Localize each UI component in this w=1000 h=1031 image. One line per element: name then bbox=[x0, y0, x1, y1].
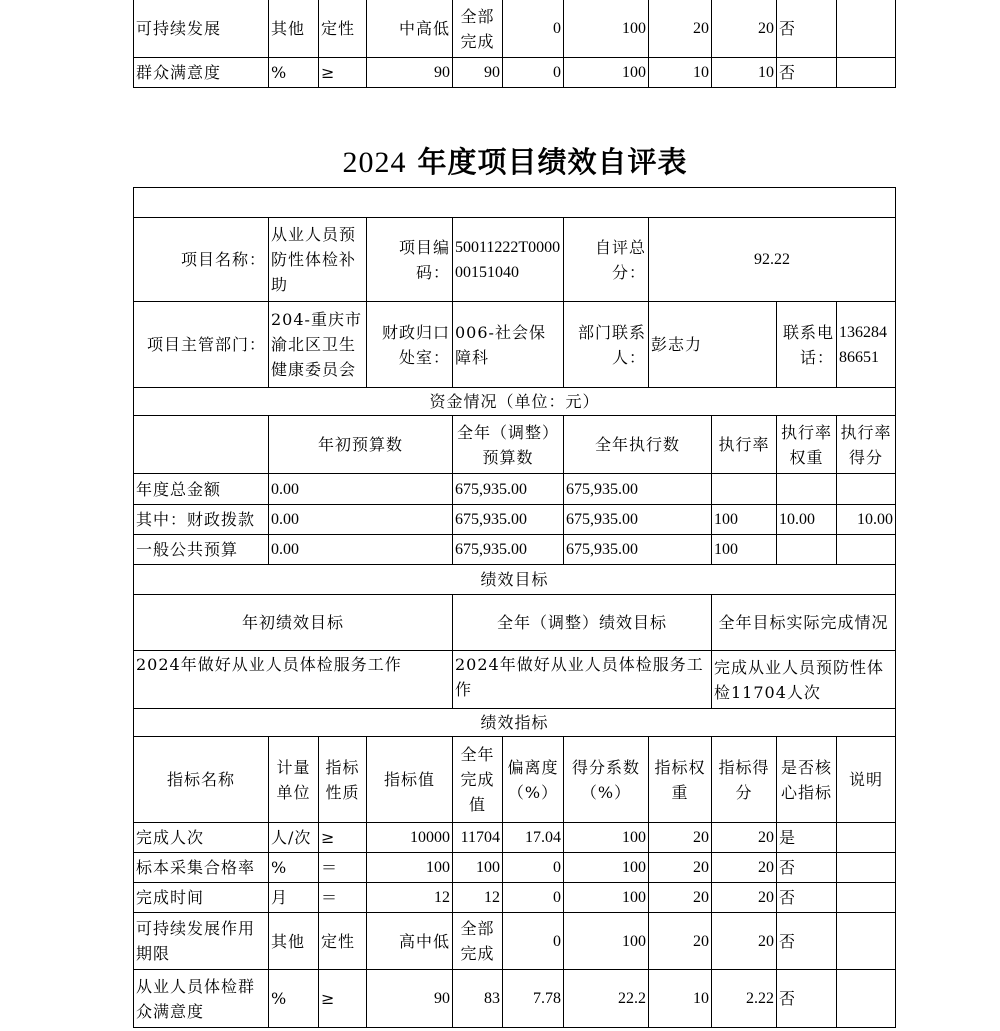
indicator-nature: ＝ bbox=[319, 853, 367, 883]
indicator-deviation: 0 bbox=[503, 58, 564, 88]
funds-adjusted: 675,935.00 bbox=[453, 505, 564, 535]
funds-header-executed: 全年执行数 bbox=[564, 416, 712, 474]
indicator-weight: 10 bbox=[649, 58, 712, 88]
project-code: 50011222T000000151040 bbox=[453, 218, 564, 302]
contact-value: 彭志力 bbox=[649, 302, 777, 388]
indicator-note bbox=[837, 970, 896, 1028]
table-row bbox=[134, 535, 896, 565]
project-info-row bbox=[134, 218, 896, 302]
page-title bbox=[0, 140, 1000, 181]
funds-section-header bbox=[134, 388, 896, 416]
indicator-nature: 定性 bbox=[319, 913, 367, 970]
goals-header-row bbox=[134, 595, 896, 651]
self-evaluation-table bbox=[133, 187, 896, 1028]
indicator-target: 中高低 bbox=[367, 0, 453, 58]
project-name: 从业人员预防性体检补助 bbox=[269, 218, 367, 302]
indicator-actual: 90 bbox=[453, 58, 503, 88]
indicator-actual: 100 bbox=[453, 853, 503, 883]
indicator-core: 否 bbox=[777, 883, 837, 913]
indicator-coef: 100 bbox=[564, 58, 649, 88]
col-header-nature: 指标性质 bbox=[319, 737, 367, 823]
table-row bbox=[134, 505, 896, 535]
indicator-unit: % bbox=[269, 58, 319, 88]
funds-score bbox=[837, 535, 896, 565]
indicator-deviation: 0 bbox=[503, 853, 564, 883]
score-label: 自评总分： bbox=[564, 218, 649, 302]
project-name-label: 项目名称： bbox=[134, 218, 269, 302]
indicator-coef: 100 bbox=[564, 0, 649, 58]
funds-row-label: 其中：财政拨款 bbox=[134, 505, 269, 535]
indicator-target: 12 bbox=[367, 883, 453, 913]
table-row bbox=[134, 0, 896, 58]
funds-initial: 0.00 bbox=[269, 474, 453, 505]
indicator-note bbox=[837, 913, 896, 970]
funds-row-label: 一般公共预算 bbox=[134, 535, 269, 565]
indicator-unit: 人/次 bbox=[269, 823, 319, 853]
indicator-target: 10000 bbox=[367, 823, 453, 853]
col-header-target: 指标值 bbox=[367, 737, 453, 823]
indicators-header-row bbox=[134, 737, 896, 823]
indicator-note bbox=[837, 58, 896, 88]
col-header-unit: 计量单位 bbox=[269, 737, 319, 823]
col-header-name: 指标名称 bbox=[134, 737, 269, 823]
project-code-label: 项目编码： bbox=[367, 218, 453, 302]
indicator-target: 90 bbox=[367, 970, 453, 1028]
table-row bbox=[134, 913, 896, 970]
goals-section-header bbox=[134, 565, 896, 595]
funds-header-adjusted: 全年（调整）预算数 bbox=[453, 416, 564, 474]
goals-row bbox=[134, 651, 896, 709]
indicator-core: 否 bbox=[777, 913, 837, 970]
indicator-weight: 20 bbox=[649, 0, 712, 58]
indicator-score: 2.22 bbox=[712, 970, 777, 1028]
indicator-coef: 22.2 bbox=[564, 970, 649, 1028]
indicator-core: 否 bbox=[777, 58, 837, 88]
funds-header-score: 执行率得分 bbox=[837, 416, 896, 474]
indicator-score: 10 bbox=[712, 58, 777, 88]
indicator-score: 20 bbox=[712, 913, 777, 970]
indicator-nature: ＝ bbox=[319, 883, 367, 913]
table-row bbox=[134, 474, 896, 505]
col-header-actual: 全年完成值 bbox=[453, 737, 503, 823]
indicator-coef: 100 bbox=[564, 853, 649, 883]
funds-score bbox=[837, 474, 896, 505]
indicator-nature: ≥ bbox=[319, 970, 367, 1028]
indicators-section-title: 绩效指标 bbox=[134, 709, 896, 737]
department-row bbox=[134, 302, 896, 388]
goals-header-adjusted: 全年（调整）绩效目标 bbox=[453, 595, 712, 651]
indicator-weight: 20 bbox=[649, 883, 712, 913]
total-score: 92.22 bbox=[649, 218, 896, 302]
col-header-note: 说明 bbox=[837, 737, 896, 823]
indicator-note bbox=[837, 823, 896, 853]
indicator-name: 群众满意度 bbox=[134, 58, 269, 88]
indicator-note bbox=[837, 853, 896, 883]
goals-header-initial: 年初绩效目标 bbox=[134, 595, 453, 651]
indicator-score: 20 bbox=[712, 0, 777, 58]
funds-initial: 0.00 bbox=[269, 535, 453, 565]
indicator-name: 可持续发展 bbox=[134, 0, 269, 58]
indicator-weight: 20 bbox=[649, 913, 712, 970]
indicator-deviation: 7.78 bbox=[503, 970, 564, 1028]
funds-executed: 675,935.00 bbox=[564, 505, 712, 535]
indicator-coef: 100 bbox=[564, 883, 649, 913]
funds-section-title: 资金情况（单位：元） bbox=[134, 388, 896, 416]
col-header-deviation: 偏离度（%） bbox=[503, 737, 564, 823]
indicator-score: 20 bbox=[712, 883, 777, 913]
title-text: 年度项目绩效自评表 bbox=[417, 145, 688, 179]
indicator-weight: 10 bbox=[649, 970, 712, 1028]
indicator-target: 90 bbox=[367, 58, 453, 88]
indicator-score: 20 bbox=[712, 823, 777, 853]
funds-header-row bbox=[134, 416, 896, 474]
table-row bbox=[134, 823, 896, 853]
blank-row bbox=[134, 188, 896, 218]
title-year: 2024 bbox=[342, 146, 407, 179]
funds-rate bbox=[712, 474, 777, 505]
funds-executed: 675,935.00 bbox=[564, 535, 712, 565]
goal-actual: 完成从业人员预防性体检11704人次 bbox=[712, 651, 896, 709]
funds-row-label: 年度总金额 bbox=[134, 474, 269, 505]
indicator-nature: 定性 bbox=[319, 0, 367, 58]
indicator-actual: 12 bbox=[453, 883, 503, 913]
funds-adjusted: 675,935.00 bbox=[453, 535, 564, 565]
indicator-deviation: 17.04 bbox=[503, 823, 564, 853]
goals-header-actual: 全年目标实际完成情况 bbox=[712, 595, 896, 651]
finance-label: 财政归口处室： bbox=[367, 302, 453, 388]
goal-adjusted: 2024年做好从业人员体检服务工作 bbox=[453, 651, 712, 709]
indicator-note bbox=[837, 883, 896, 913]
indicator-deviation: 0 bbox=[503, 913, 564, 970]
finance-value: 006-社会保障科 bbox=[453, 302, 564, 388]
indicator-nature: ≥ bbox=[319, 58, 367, 88]
indicator-unit: 月 bbox=[269, 883, 319, 913]
indicator-actual: 全部完成 bbox=[453, 913, 503, 970]
funds-weight bbox=[777, 474, 837, 505]
indicator-weight: 20 bbox=[649, 853, 712, 883]
table-row bbox=[134, 853, 896, 883]
funds-initial: 0.00 bbox=[269, 505, 453, 535]
indicator-unit: 其他 bbox=[269, 913, 319, 970]
indicator-note bbox=[837, 0, 896, 58]
indicator-weight: 20 bbox=[649, 823, 712, 853]
col-header-core: 是否核心指标 bbox=[777, 737, 837, 823]
indicator-core: 否 bbox=[777, 970, 837, 1028]
table-row bbox=[134, 970, 896, 1028]
funds-weight: 10.00 bbox=[777, 505, 837, 535]
table-row bbox=[134, 883, 896, 913]
goals-section-title: 绩效目标 bbox=[134, 565, 896, 595]
table-row bbox=[134, 58, 896, 88]
col-header-weight: 指标权重 bbox=[649, 737, 712, 823]
indicator-core: 是 bbox=[777, 823, 837, 853]
indicator-core: 否 bbox=[777, 0, 837, 58]
indicator-target: 100 bbox=[367, 853, 453, 883]
indicator-core: 否 bbox=[777, 853, 837, 883]
indicator-unit: 其他 bbox=[269, 0, 319, 58]
indicator-unit: % bbox=[269, 853, 319, 883]
dept-value: 204-重庆市渝北区卫生健康委员会 bbox=[269, 302, 367, 388]
indicator-deviation: 0 bbox=[503, 883, 564, 913]
phone-value: 13628486651 bbox=[837, 302, 896, 388]
indicator-name: 从业人员体检群众满意度 bbox=[134, 970, 269, 1028]
indicator-actual: 83 bbox=[453, 970, 503, 1028]
funds-adjusted: 675,935.00 bbox=[453, 474, 564, 505]
indicator-name: 完成人次 bbox=[134, 823, 269, 853]
indicator-actual: 全部完成 bbox=[453, 0, 503, 58]
indicator-target: 高中低 bbox=[367, 913, 453, 970]
funds-score: 10.00 bbox=[837, 505, 896, 535]
previous-indicator-table bbox=[133, 0, 896, 88]
funds-header-rate: 执行率 bbox=[712, 416, 777, 474]
indicator-name: 完成时间 bbox=[134, 883, 269, 913]
indicator-score: 20 bbox=[712, 853, 777, 883]
funds-header-weight: 执行率权重 bbox=[777, 416, 837, 474]
contact-label: 部门联系人： bbox=[564, 302, 649, 388]
funds-rate: 100 bbox=[712, 535, 777, 565]
funds-weight bbox=[777, 535, 837, 565]
indicator-coef: 100 bbox=[564, 823, 649, 853]
indicator-deviation: 0 bbox=[503, 0, 564, 58]
col-header-coef: 得分系数（%） bbox=[564, 737, 649, 823]
indicator-coef: 100 bbox=[564, 913, 649, 970]
col-header-score: 指标得分 bbox=[712, 737, 777, 823]
indicator-actual: 11704 bbox=[453, 823, 503, 853]
indicator-name: 标本采集合格率 bbox=[134, 853, 269, 883]
indicators-section-header bbox=[134, 709, 896, 737]
indicator-name: 可持续发展作用期限 bbox=[134, 913, 269, 970]
dept-label: 项目主管部门： bbox=[134, 302, 269, 388]
goal-initial: 2024年做好从业人员体检服务工作 bbox=[134, 651, 453, 709]
phone-label: 联系电话： bbox=[777, 302, 837, 388]
funds-rate: 100 bbox=[712, 505, 777, 535]
indicator-nature: ≥ bbox=[319, 823, 367, 853]
funds-executed: 675,935.00 bbox=[564, 474, 712, 505]
indicator-unit: % bbox=[269, 970, 319, 1028]
funds-header-initial: 年初预算数 bbox=[269, 416, 453, 474]
